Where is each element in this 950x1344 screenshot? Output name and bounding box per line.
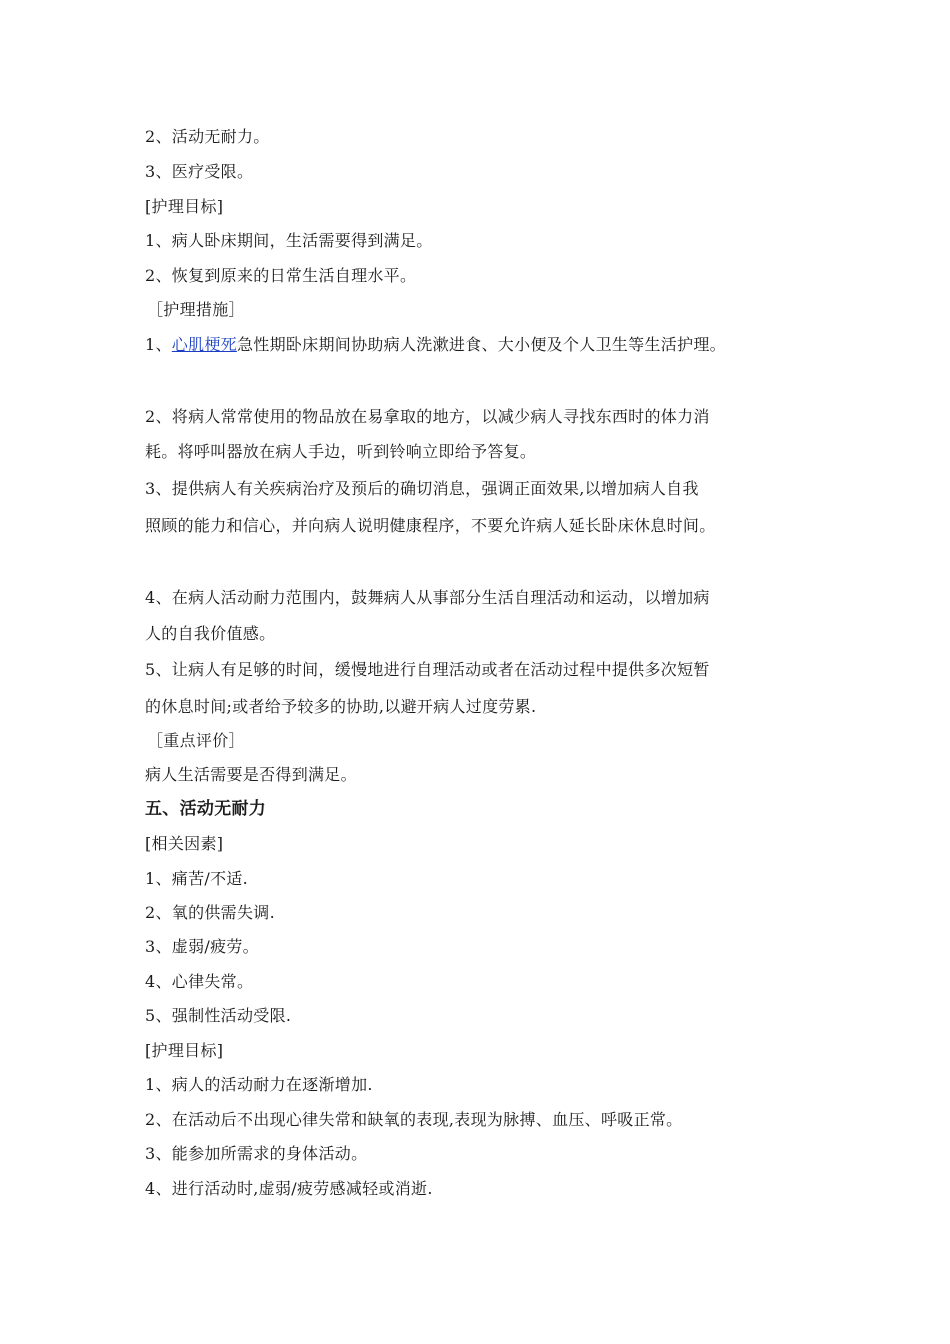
text-line: 1、病人的活动耐力在逐渐增加. <box>145 1075 373 1094</box>
text-line: 2、在活动后不出现心律失常和缺氧的表现,表现为脉搏、血压、呼吸正常。 <box>145 1110 683 1129</box>
text-line: 3、提供病人有关疾病治疗及预后的确切消息，强调正面效果,以增加病人自我 <box>145 479 699 498</box>
section-label-related-factors: [相关因素] <box>145 834 224 853</box>
text-line: 4、心律失常。 <box>145 972 254 991</box>
text-line: 3、医疗受限。 <box>145 162 254 181</box>
text-line: 5、强制性活动受限. <box>145 1006 292 1025</box>
text-line: 3、能参加所需求的身体活动。 <box>145 1144 368 1163</box>
text-line: 5、让病人有足够的时间，缓慢地进行自理活动或者在活动过程中提供多次短暂 <box>145 660 710 679</box>
text-line: 2、将病人常常使用的物品放在易拿取的地方，以减少病人寻找东西时的体力消 <box>145 407 710 426</box>
text-line: 2、氧的供需失调. <box>145 903 275 922</box>
text-line: 4、在病人活动耐力范围内，鼓舞病人从事部分生活自理活动和运动，以增加病 <box>145 588 710 607</box>
text-segment: 急性期卧床期间协助病人洗漱进食、大小便及个人卫生等生活护理。 <box>236 335 726 354</box>
text-line: 耗。将呼叫器放在病人手边，听到铃响立即给予答复。 <box>145 442 537 461</box>
section-heading: 五、活动无耐力 <box>145 799 267 819</box>
myocardial-infarction-link[interactable]: 心肌梗死 <box>171 335 237 354</box>
section-label-nursing-measures: ［护理措施］ <box>147 300 245 319</box>
section-label-key-evaluation: ［重点评价］ <box>147 731 245 750</box>
text-line: 的休息时间;或者给予较多的协助,以避开病人过度劳累. <box>145 697 537 716</box>
section-label-nursing-goals: [护理目标] <box>145 1041 224 1060</box>
text-line-with-link <box>145 335 726 355</box>
text-line: 病人生活需要是否得到满足。 <box>145 765 357 784</box>
text-line: 1、病人卧床期间，生活需要得到满足。 <box>145 231 433 250</box>
text-line: 1、痛苦/不适. <box>145 869 249 888</box>
text-line: 2、活动无耐力。 <box>145 127 270 146</box>
text-line: 2、恢复到原来的日常生活自理水平。 <box>145 266 417 285</box>
text-line: 3、虚弱/疲劳。 <box>145 937 259 956</box>
section-label-nursing-goals: [护理目标] <box>145 197 224 216</box>
text-line: 照顾的能力和信心，并向病人说明健康程序，不要允许病人延长卧床休息时间。 <box>145 516 716 535</box>
item-number: 1、 <box>145 335 172 354</box>
text-line: 4、进行活动时,虚弱/疲劳感减轻或消逝. <box>145 1179 433 1198</box>
text-line: 人的自我价值感。 <box>145 624 276 643</box>
